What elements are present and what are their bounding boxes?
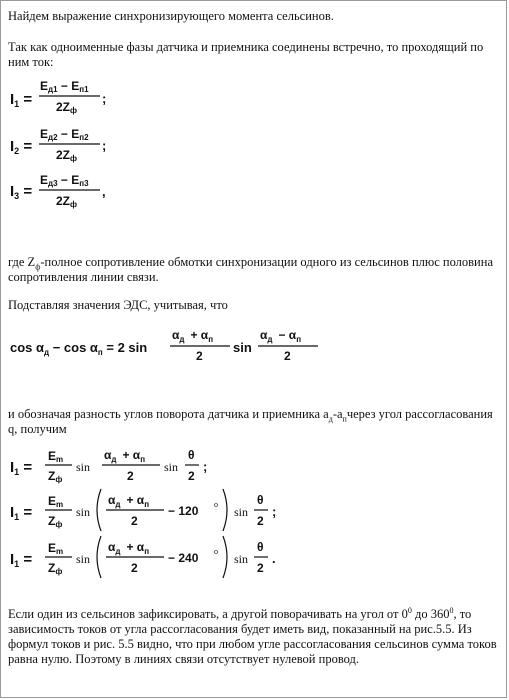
svg-text:Eд1 − Eп1: Eд1 − Eп1 (40, 79, 89, 94)
formula-current-3 (10, 173, 106, 209)
formula-current-1 (10, 79, 106, 115)
svg-text:2: 2 (284, 349, 291, 363)
svg-text:2Zф: 2Zф (56, 148, 78, 163)
svg-text:− 120: − 120 (168, 504, 199, 518)
svg-text:Eд3 − Eп3: Eд3 − Eп3 (40, 173, 89, 188)
svg-text:I2 =: $I_2$ = (10, 138, 33, 156)
svg-text:2Zф: 2Zф (56, 100, 78, 115)
svg-text:2: 2 (188, 469, 195, 483)
svg-text:sin: sin (164, 460, 179, 474)
svg-text:o: o (214, 547, 218, 556)
svg-text:θ: θ (257, 540, 264, 554)
svg-text:I1 =: $I_1$ = (10, 551, 33, 569)
svg-text:θ: θ (188, 448, 195, 462)
svg-text:I1 =: $I_1$ = (10, 504, 33, 522)
paragraph-intro: Найдем выражение синхронизирующего момента сельсинов. (8, 9, 334, 23)
svg-text:;: ; (102, 91, 107, 106)
svg-text:o: o (214, 500, 218, 509)
svg-text:2: 2 (257, 561, 264, 575)
svg-text:Zф: Zф (48, 514, 63, 529)
svg-text:I3 =: $I_3$ = (10, 183, 33, 201)
svg-text:;: ; (272, 504, 277, 519)
svg-text:αд+ αп: $\alpha_д + \alpha_п$ (104, 448, 146, 464)
svg-text:Eд2 − Eп2: Eд2 − Eп2 (40, 127, 89, 142)
svg-text:sin: sin (234, 552, 249, 566)
paragraph-current: Так как одноименные фазы датчика и приемника соединены встречно, то проходящий по ним ток: (8, 40, 484, 69)
svg-text:;: ; (203, 459, 208, 474)
formula-trig-identity (10, 328, 318, 363)
formula-current-angle-3 (10, 536, 276, 578)
svg-text:αд− αп: $\alpha_д - \alpha_п$ (260, 328, 302, 344)
svg-text:I1 =: $I_1$ = (10, 91, 33, 109)
formula-current-angle-1 (10, 448, 207, 484)
svg-text:Em: Em (48, 541, 64, 556)
svg-text:− 240: − 240 (168, 551, 199, 565)
paragraph-substitute: Подставляя значения ЭДС, учитывая, что (8, 298, 228, 312)
svg-text:Em: Em (48, 494, 64, 509)
svg-text:cos αд − cos αп = 2 sin: $\cos \alpha_д - \cos \alpha_п = 2$ sin (10, 340, 148, 357)
svg-text:2: 2 (196, 349, 203, 363)
svg-text:I1 =: $I_1$ = (10, 459, 33, 477)
formula-current-2 (10, 127, 106, 163)
svg-text:θ: θ (257, 493, 264, 507)
svg-text:Zф: Zф (48, 469, 63, 484)
svg-text:sin: sin (76, 505, 91, 519)
paragraph-angle-difference: и обозначая разность углов поворота датчика и приемника $a_д-a_пчерез$ угол рассогласования q, получим (8, 407, 493, 436)
paragraph-conclusion: Если один из сельсинов зафиксировать, а другой поворачивать на угол от $0^0$ до $360^0$, то зависимость токов от угла рассогласования будет иметь вид, показанный на рис.5.5. Из формул токов и рис. 5.5 видно, что при любом угле рассогласования сельсинов сумма токов равна нулю. Поэтому в линиях связи отсутствует нулевой провод. (8, 605, 497, 666)
svg-text:2Zф: 2Zф (56, 194, 78, 209)
svg-text:2: 2 (127, 469, 134, 483)
paragraph-impedance: где $Z_ф$-полное сопротивление обмотки синхронизации одного из сельсинов плюс половина сопротивления линии связи. (8, 255, 493, 284)
svg-text:αд+ αп: $\alpha_д + \alpha_п$ (172, 328, 214, 344)
formula-current-angle-2 (10, 489, 276, 531)
svg-text:sin: sin (76, 460, 91, 474)
svg-text:2: 2 (131, 561, 138, 575)
svg-text:sin: sin (233, 340, 252, 355)
svg-text:sin: sin (234, 505, 249, 519)
svg-text:sin: sin (76, 552, 91, 566)
svg-text:2: 2 (131, 514, 138, 528)
svg-text:,: , (102, 184, 106, 199)
svg-text:.: . (272, 551, 276, 566)
svg-text:Em: Em (48, 449, 64, 464)
svg-text:;: ; (102, 138, 107, 153)
svg-text:αд+ αп: $\alpha_д + \alpha_п$ (108, 493, 150, 509)
svg-text:αд+ αп: $\alpha_д + \alpha_п$ (108, 540, 150, 556)
svg-text:Zф: Zф (48, 561, 63, 576)
svg-text:2: 2 (257, 514, 264, 528)
